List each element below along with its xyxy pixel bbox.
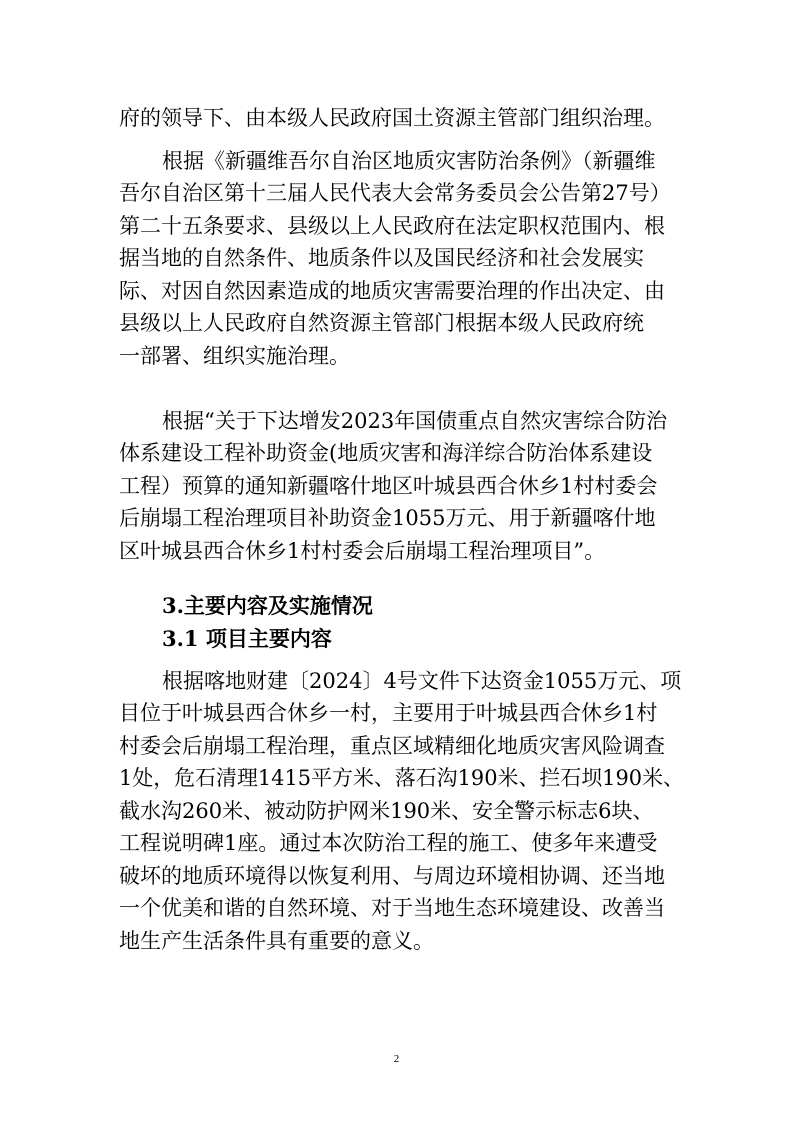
paragraph-line-11: 工程）预算的通知新疆喀什地区叶城县西合休乡1村村委会 bbox=[119, 474, 658, 498]
paragraph-line-14: 根据喀地财建〔2024〕4号文件下达资金1055万元、项 bbox=[162, 669, 682, 693]
paragraph-line-10: 体系建设工程补助资金(地质灾害和海洋综合防治体系建设 bbox=[119, 441, 653, 465]
paragraph-line-7: 县级以上人民政府自然资源主管部门根据本级人民政府统 bbox=[119, 311, 644, 335]
paragraph-line-15: 目位于叶城县西合休乡一村，主要用于叶城县西合休乡1村 bbox=[119, 701, 658, 725]
paragraph-line-20: 破坏的地质环境得以恢复利用、与周边环境相协调、还当地 bbox=[119, 864, 665, 888]
paragraph-line-1: 府的领导下、由本级人民政府国土资源主管部门组织治理。 bbox=[119, 106, 665, 130]
paragraph-line-13: 区叶城县西合休乡1村村委会后崩塌工程治理项目”。 bbox=[119, 539, 606, 563]
paragraph-line-5: 据当地的自然条件、地质条件以及国民经济和社会发展实 bbox=[119, 246, 644, 270]
paragraph-line-6: 际、对因自然因素造成的地质灾害需要治理的作出决定、由 bbox=[119, 279, 665, 303]
paragraph-line-3: 吾尔自治区第十三届人民代表大会常务委员会公告第27号） bbox=[119, 181, 671, 205]
paragraph-line-17: 1处，危石清理1415平方米、落石沟190米、拦石坝190米、 bbox=[119, 766, 684, 790]
paragraph-line-9: 根据“关于下达增发2023年国债重点自然灾害综合防治 bbox=[162, 409, 668, 433]
paragraph-line-18: 截水沟260米、被动防护网米190米、安全警示标志6块、 bbox=[119, 799, 654, 823]
section-heading: 3.主要内容及实施情况 bbox=[162, 593, 373, 618]
paragraph-line-19: 工程说明碑1座。通过本次防治工程的施工、使多年来遭受 bbox=[119, 831, 658, 855]
paragraph-line-16: 村委会后崩塌工程治理，重点区域精细化地质灾害风险调查 bbox=[119, 734, 665, 758]
subsection-heading: 3.1 项目主要内容 bbox=[162, 626, 332, 651]
paragraph-line-2: 根据《新疆维吾尔自治区地质灾害防治条例》（新疆维 bbox=[162, 149, 656, 173]
paragraph-line-22: 地生产生活条件具有重要的意义。 bbox=[119, 929, 434, 953]
paragraph-line-12: 后崩塌工程治理项目补助资金1055万元、用于新疆喀什地 bbox=[119, 506, 656, 530]
page-number: 2 bbox=[393, 1053, 400, 1065]
paragraph-line-21: 一个优美和谐的自然环境、对于当地生态环境建设、改善当 bbox=[119, 896, 665, 920]
paragraph-line-8: 一部署、组织实施治理。 bbox=[119, 344, 350, 368]
paragraph-line-4: 第二十五条要求、县级以上人民政府在法定职权范围内、根 bbox=[119, 214, 665, 238]
